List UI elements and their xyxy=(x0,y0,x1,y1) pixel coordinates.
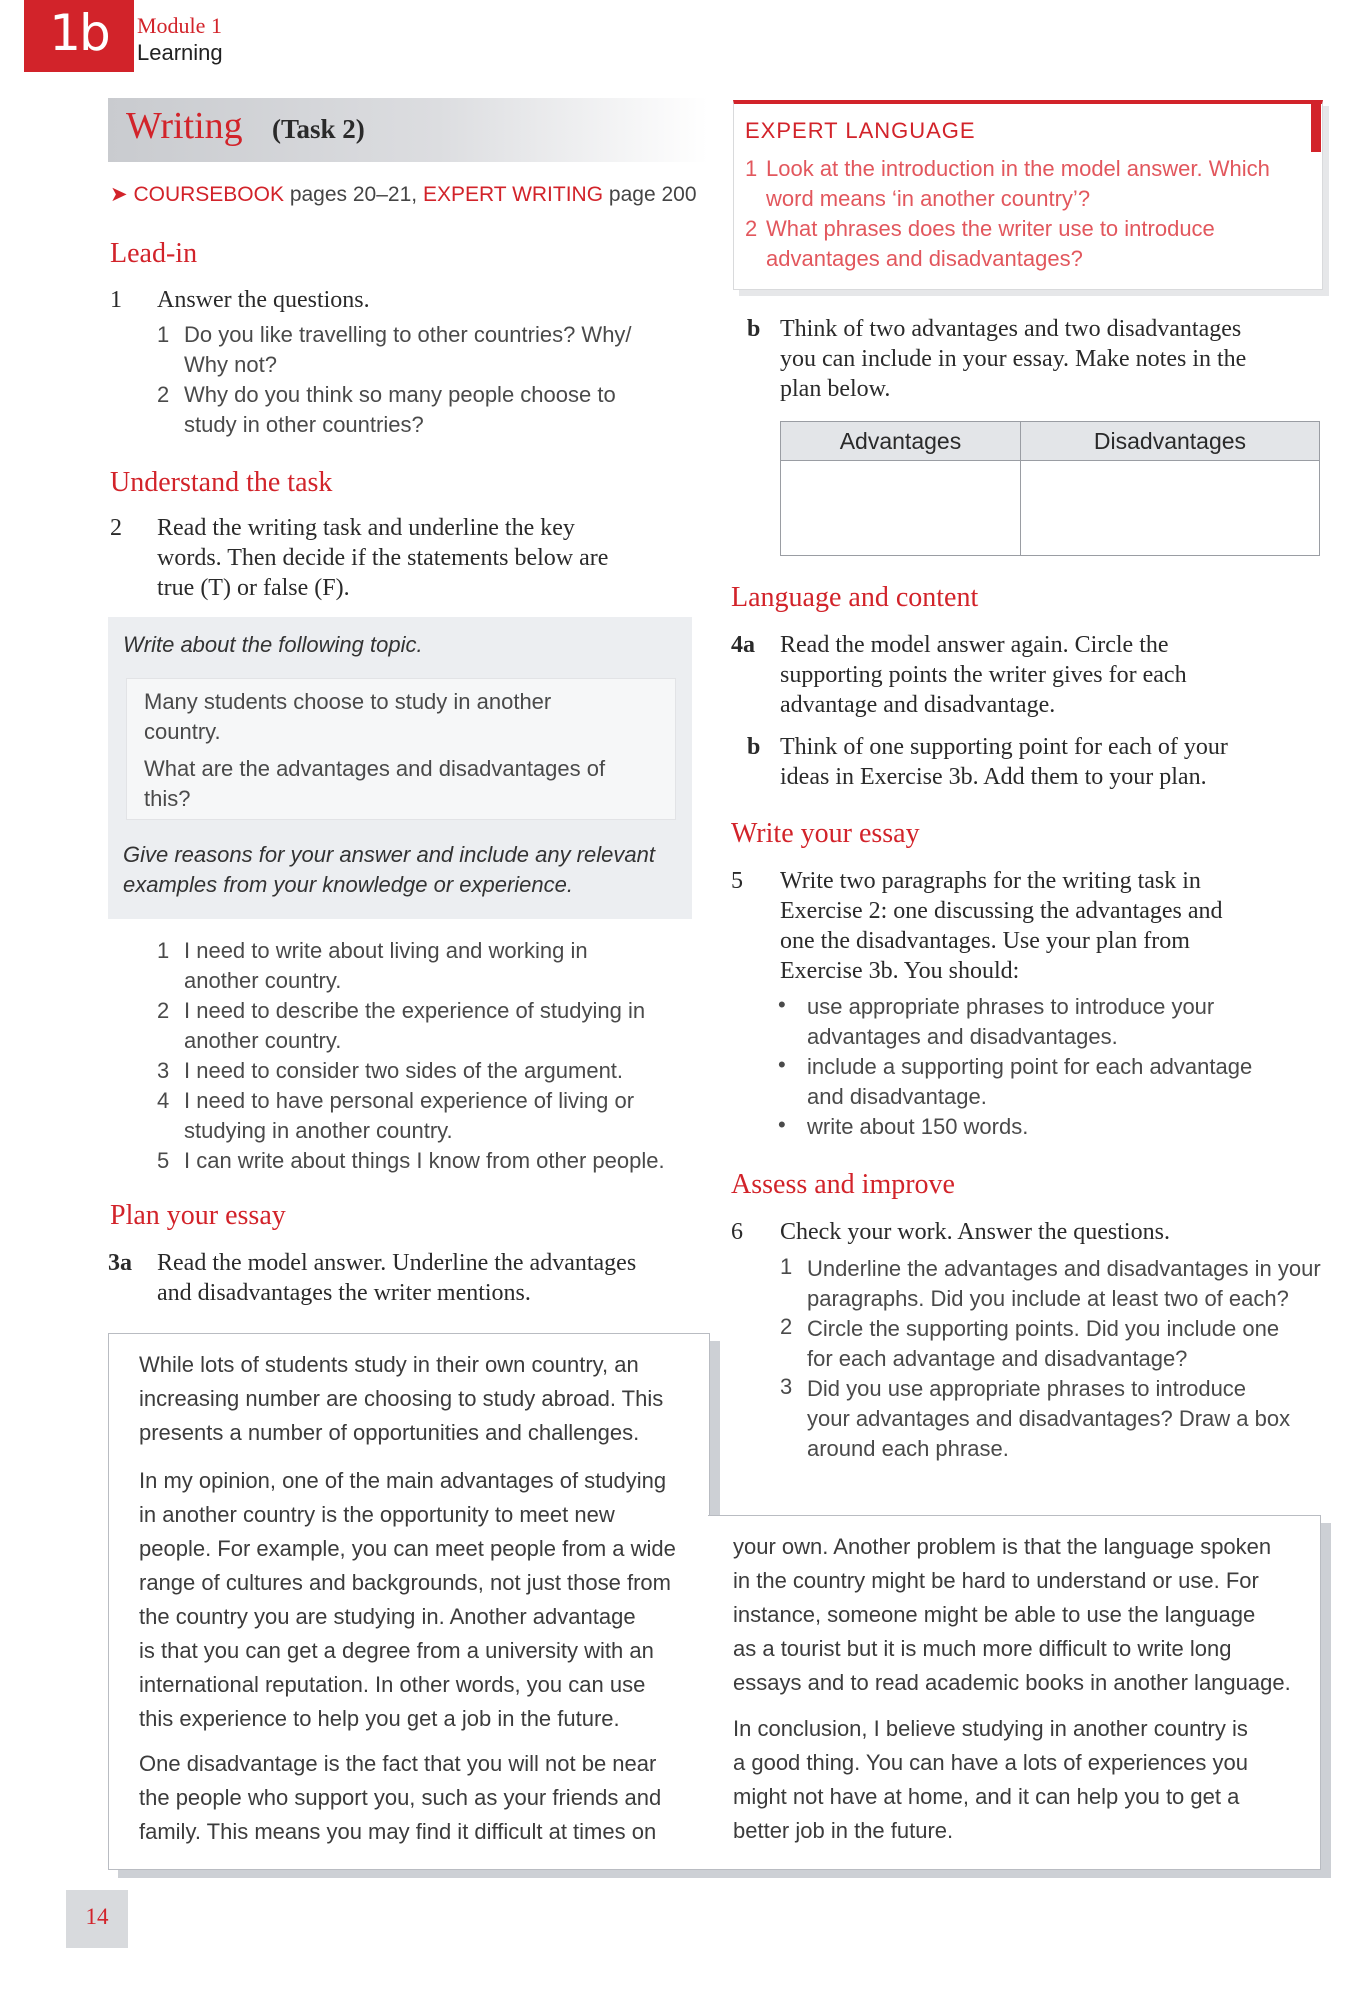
page-title: Writing xyxy=(126,105,243,147)
exercise-number: 3a xyxy=(108,1250,132,1276)
module-label: Module 1 xyxy=(137,13,222,38)
statement-number: 3 xyxy=(157,1058,170,1083)
exercise-instruction: words. Then decide if the statements below are xyxy=(157,545,609,571)
coursebook-pages: pages 20–21, xyxy=(289,183,418,206)
task-topic-line: Many students choose to study in another xyxy=(144,689,552,714)
model-paragraph-4 xyxy=(733,1712,1248,1848)
exercise-instruction: Read the model answer. Underline the advantages xyxy=(157,1250,637,1276)
model-paragraph-1 xyxy=(139,1348,663,1450)
model-line: One disadvantage is the fact that you will not be near xyxy=(139,1751,657,1776)
question-line: around each phrase. xyxy=(807,1436,1009,1461)
model-line: your own. Another problem is that the language spoken xyxy=(733,1534,1272,1559)
model-line: in the country might be hard to understand or use. For xyxy=(733,1568,1259,1593)
unit-badge: 1b xyxy=(24,0,134,72)
bullet-line: write about 150 words. xyxy=(807,1114,1029,1139)
exercise-number: b xyxy=(747,734,761,760)
exercise-instruction: true (T) or false (F). xyxy=(157,575,350,601)
model-line: as a tourist but it is much more difficult to write long xyxy=(733,1636,1232,1661)
exercise-instruction: supporting points the writer gives for each xyxy=(780,662,1187,688)
model-line: essays and to read academic books in another language. xyxy=(733,1670,1291,1695)
question-line: study in other countries? xyxy=(184,412,424,437)
expert-accent-bar xyxy=(1311,100,1321,152)
model-line: this experience to help you get a job in the future. xyxy=(139,1706,620,1731)
plan-heading: Plan your essay xyxy=(110,1200,286,1231)
task-intro: Write about the following topic. xyxy=(123,632,423,657)
model-line: international reputation. In other words, you can use xyxy=(139,1672,646,1697)
task-outro: examples from your knowledge or experience. xyxy=(123,872,574,897)
exercise-instruction: one the disadvantages. Use your plan from xyxy=(780,928,1190,954)
model-line: range of cultures and backgrounds, not just those from xyxy=(139,1570,671,1595)
bullet-icon: • xyxy=(778,1052,786,1077)
plan-table-cell-disadvantages[interactable] xyxy=(1020,461,1319,556)
exercise-instruction: Exercise 2: one discussing the advantages and xyxy=(780,898,1223,924)
statement-line: I need to consider two sides of the argument. xyxy=(184,1058,624,1083)
question-number: 2 xyxy=(780,1314,793,1339)
coursebook-label: COURSEBOOK xyxy=(133,183,284,206)
model-line: In my opinion, one of the main advantages of studying xyxy=(139,1468,667,1493)
exercise-number: 6 xyxy=(731,1219,743,1245)
expert-writing-page: page 200 xyxy=(608,183,697,206)
question-number: 3 xyxy=(780,1374,793,1399)
exercise-number: 4a xyxy=(731,632,755,658)
bullet-line: include a supporting point for each advantage xyxy=(807,1054,1253,1079)
model-line: might not have at home, and it can help you to get a xyxy=(733,1784,1240,1809)
plan-table-header-disadvantages: Disadvantages xyxy=(1020,422,1319,461)
exercise-instruction: ideas in Exercise 3b. Add them to your plan. xyxy=(780,764,1207,790)
expert-question-number: 2 xyxy=(745,216,758,241)
exercise-instruction: Think of one supporting point for each of your xyxy=(780,734,1228,760)
expert-question-line: Look at the introduction in the model answer. Which xyxy=(766,156,1270,181)
bullet-icon: • xyxy=(778,992,786,1017)
model-line: in another country is the opportunity to meet new xyxy=(139,1502,615,1527)
statement-line: studying in another country. xyxy=(184,1118,453,1143)
expert-question-line: word means ‘in another country’? xyxy=(766,186,1091,211)
model-line: increasing number are choosing to study abroad. This xyxy=(139,1386,664,1411)
model-line: While lots of students study in their own country, an xyxy=(139,1352,639,1377)
model-line: better job in the future. xyxy=(733,1818,954,1843)
module-topic: Learning xyxy=(137,40,223,65)
expert-writing-label: EXPERT WRITING xyxy=(422,183,604,206)
statement-line: another country. xyxy=(184,1028,342,1053)
exercise-instruction: plan below. xyxy=(780,376,891,402)
model-line: the country you are studying in. Another advantage xyxy=(139,1604,636,1629)
exercise-number: b xyxy=(747,316,761,342)
bullet-line: and disadvantage. xyxy=(807,1084,987,1109)
bullet-line: advantages and disadvantages. xyxy=(807,1024,1118,1049)
question-number: 2 xyxy=(157,382,170,407)
bullet-line: use appropriate phrases to introduce your xyxy=(807,994,1215,1019)
model-paragraph-2 xyxy=(139,1464,676,1736)
exercise-instruction: Exercise 3b. You should: xyxy=(780,958,1020,984)
exercise-instruction: Check your work. Answer the questions. xyxy=(780,1219,1170,1245)
model-line: In conclusion, I believe studying in another country is xyxy=(733,1716,1248,1741)
exercise-instruction: Read the writing task and underline the key xyxy=(157,515,575,541)
exercise-instruction: Answer the questions. xyxy=(157,287,370,313)
exercise-number: 1 xyxy=(110,287,122,313)
assess-heading: Assess and improve xyxy=(731,1169,955,1200)
page-title-task: (Task 2) xyxy=(272,114,365,144)
question-line: Do you like travelling to other countries? Why/ xyxy=(184,322,632,347)
bullet-icon: • xyxy=(778,1112,786,1137)
statement-line: I need to have personal experience of living or xyxy=(184,1088,635,1113)
statement-line: I can write about things I know from other people. xyxy=(184,1148,665,1173)
page-number: 14 xyxy=(85,1904,109,1929)
task-outro: Give reasons for your answer and include any relevant xyxy=(123,842,655,867)
exercise-instruction: you can include in your essay. Make notes in the xyxy=(780,346,1247,372)
statement-line: I need to describe the experience of studying in xyxy=(184,998,646,1023)
expert-question-line: advantages and disadvantages? xyxy=(766,246,1083,271)
exercise-number: 2 xyxy=(110,515,122,541)
statement-line: another country. xyxy=(184,968,342,993)
expert-question-number: 1 xyxy=(745,156,758,181)
exercise-number: 5 xyxy=(731,868,743,894)
statement-number: 2 xyxy=(157,998,170,1023)
question-line: Did you use appropriate phrases to introduce xyxy=(807,1376,1247,1401)
model-line: people. For example, you can meet people from a wide xyxy=(139,1536,676,1561)
task-topic-line: this? xyxy=(144,786,191,811)
exercise-instruction: Think of two advantages and two disadvantages xyxy=(780,316,1242,342)
plan-table xyxy=(780,421,1320,556)
question-line: paragraphs. Did you include at least two of each? xyxy=(807,1286,1289,1311)
arrow-icon: ➤ xyxy=(110,183,128,206)
model-line: a good thing. You can have a lots of experiences you xyxy=(733,1750,1248,1775)
statement-number: 1 xyxy=(157,938,170,963)
coursebook-reference xyxy=(110,182,697,207)
task-topic-line: country. xyxy=(144,719,221,744)
expert-question-line: What phrases does the writer use to introduce xyxy=(766,216,1215,241)
exercise-instruction: Read the model answer again. Circle the xyxy=(780,632,1169,658)
model-paragraph-3 xyxy=(139,1747,661,1849)
exercise-instruction: Write two paragraphs for the writing task in xyxy=(780,868,1201,894)
understand-heading: Understand the task xyxy=(110,467,333,498)
question-line: Why not? xyxy=(184,352,277,377)
expert-language-title: EXPERT LANGUAGE xyxy=(745,118,976,143)
question-number: 1 xyxy=(780,1254,793,1279)
model-paragraph-3-continued xyxy=(733,1530,1291,1700)
lead-in-heading: Lead-in xyxy=(110,238,198,269)
question-line: Circle the supporting points. Did you include one xyxy=(807,1316,1280,1341)
plan-table-header-advantages: Advantages xyxy=(781,422,1021,461)
plan-table-cell-advantages[interactable] xyxy=(781,461,1021,556)
model-line: is that you can get a degree from a university with an xyxy=(139,1638,654,1663)
model-line: instance, someone might be able to use the language xyxy=(733,1602,1256,1627)
language-heading: Language and content xyxy=(731,582,979,613)
write-heading: Write your essay xyxy=(731,818,920,849)
question-line: for each advantage and disadvantage? xyxy=(807,1346,1188,1371)
model-line: family. This means you may find it difficult at times on xyxy=(139,1819,657,1844)
exercise-instruction: and disadvantages the writer mentions. xyxy=(157,1280,531,1306)
question-line: Why do you think so many people choose to xyxy=(184,382,616,407)
statement-number: 5 xyxy=(157,1148,170,1173)
question-number: 1 xyxy=(157,322,170,347)
exercise-instruction: advantage and disadvantage. xyxy=(780,692,1056,718)
statement-line: I need to write about living and working in xyxy=(184,938,588,963)
model-line: the people who support you, such as your friends and xyxy=(139,1785,662,1810)
question-line: Underline the advantages and disadvantages in your xyxy=(807,1256,1321,1281)
task-topic-line: What are the advantages and disadvantages of xyxy=(144,756,606,781)
model-line: presents a number of opportunities and challenges. xyxy=(139,1420,640,1445)
question-line: your advantages and disadvantages? Draw a box xyxy=(807,1406,1291,1431)
statement-number: 4 xyxy=(157,1088,170,1113)
